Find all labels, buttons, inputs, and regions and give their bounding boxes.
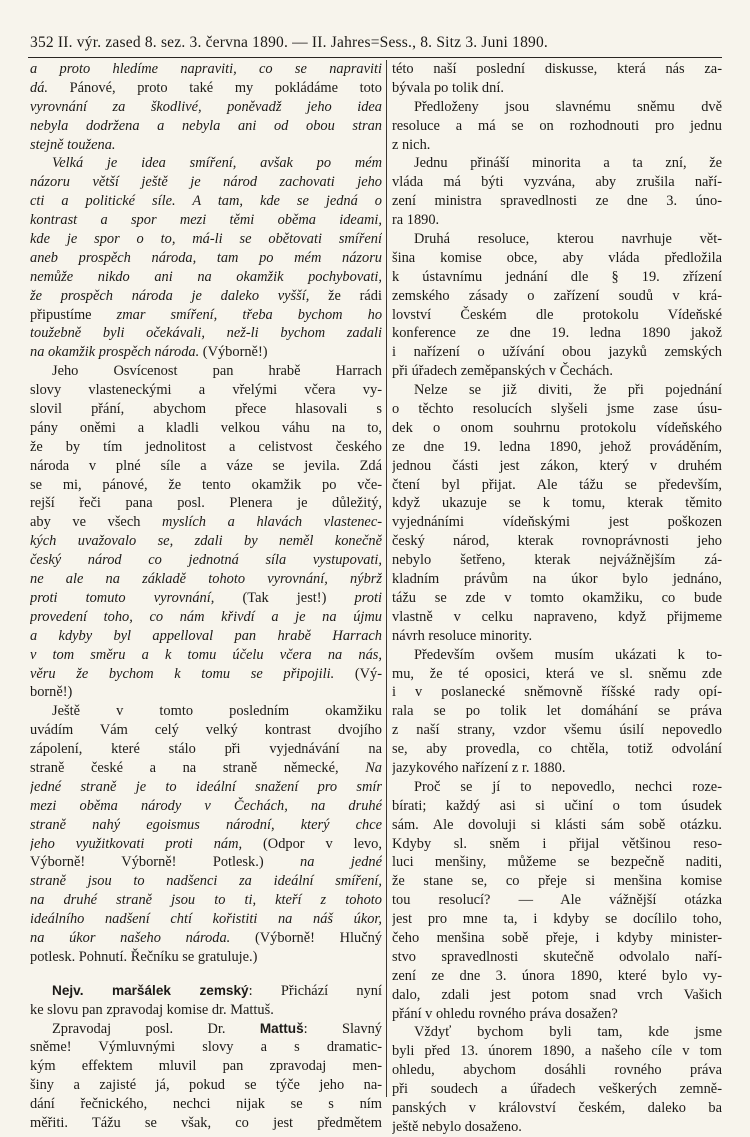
text-line: na úkor našeho národa. (Výborně! Hlučný <box>30 929 382 946</box>
right-column <box>392 60 722 1137</box>
text-line: zemského zásady o zařízení soudů v krá- <box>392 287 722 304</box>
text-line: dání řečnického, nechci nijak se s ním <box>30 1096 382 1113</box>
text-line: zení ministra spravedlnosti ze dne 3. úno- <box>392 193 722 210</box>
text-line: se mi, pánové, že tento okamžik po vče- <box>30 476 382 493</box>
text-line: jednou části jest zákon, který v druhém <box>392 457 722 474</box>
text-line: šina komise obce, aby vláda předložila <box>392 249 722 266</box>
text-line: Proč se jí to nepovedlo, nechci roze- <box>414 778 722 795</box>
text-line: vyrovnání za škodlivé, poněvadž jeho idea <box>30 98 382 115</box>
text-line: bývala po tolik dní. <box>392 79 504 96</box>
text-line: proti tomuto vyrovnání, (Tak jest!) proti <box>30 589 382 606</box>
text-line: straně nahý egoismus národní, který chce <box>30 816 382 833</box>
text-line: český národ co jednotná síla vystupovati, <box>30 552 382 569</box>
text-line: Druhá resoluce, kterou navrhuje vět- <box>414 231 722 248</box>
text-line: resoluce a má se on rozhodnouti pro jednu <box>392 117 722 134</box>
text-line: z nich. <box>392 136 431 153</box>
text-line: kým effektem mluvil pan zpravodaj men- <box>30 1058 382 1075</box>
text-line: slovil přání, abychom přece hlasovali s <box>30 401 382 418</box>
text-line: luci menšiny, můžeme se bezpečně naditi, <box>392 854 722 871</box>
text-line: Vždyť bychom byli tam, kde jsme <box>414 1024 722 1041</box>
text-line: v tom směru a k tomu účelu včera na nás, <box>30 646 382 663</box>
text-line: ra 1890. <box>392 212 440 229</box>
text-line: aby ve všech myslích a hlavách vlastenec- <box>30 514 382 531</box>
text-line: Především ovšem musím ukázati k to- <box>414 646 722 663</box>
text-line: uvádím Vám celý velký kontrast dvojího <box>30 722 382 739</box>
text-line: aneb prospěch národa, tam po mém názoru <box>30 249 382 266</box>
text-line: jedné straně je to ideální snažení pro smír <box>30 778 382 795</box>
text-line: měřiti. Tážu se však, co jest předmětem <box>30 1114 382 1131</box>
text-line: pány oněmi a kladli velkou váhu na to, <box>30 419 382 436</box>
text-line: nebyla dodržena a nebyla ani od obou stran <box>30 117 382 134</box>
text-line: připustíme zmar smíření, třeba bychom ho <box>30 306 382 323</box>
text-line: potlesk. Pohnutí. Řečníku se gratuluje.) <box>30 948 258 965</box>
text-line: na druhé straně jsou to ti, kteří z tohoto <box>30 892 382 909</box>
left-column <box>30 60 382 1133</box>
text-line: rejší řeči pana posl. Plenera je důležitý, <box>30 495 382 512</box>
text-line: tou resolucí? — Ale vážnější otázka <box>392 892 722 909</box>
text-line: při soudech a úřadech veškerých zemně- <box>392 1081 722 1098</box>
text-line: Jednu přináší minorita a ta zní, že <box>414 155 722 172</box>
text-line: kontrast a spor mezi těmi oběma ideami, <box>30 212 382 229</box>
text-line: jest pro mne ta, i kdyby se docílilo toho, <box>392 911 722 928</box>
text-line: vyjednáními vídeňskými jest poškozen <box>392 514 722 531</box>
text-line: vláda má býti vyzvána, aby zrušila naří- <box>392 174 722 191</box>
text-line: kde je spor o to, má-li se obětovati smíření <box>30 231 382 248</box>
text-line: ne ale na základě tohoto vyrovnání, nýbrž <box>30 571 382 588</box>
text-line: čeho menšina sobě přeje, i kdyby minister- <box>392 929 722 946</box>
text-line: že stane se, co přeje si menšina komise <box>392 873 722 890</box>
text-line: konference ze dne 19. ledna 1890 jakož <box>392 325 722 342</box>
text-line: zení ze dne 3. února 1890, které bylo vy- <box>392 967 722 984</box>
text-line: jeho využitkovati proti nám, (Odpor v levo, <box>30 835 382 852</box>
text-line: bírati; každý asi si učiní o tom úsudek <box>392 797 722 814</box>
text-line: dá. Pánové, proto také my pokládáme toto <box>30 79 382 96</box>
text-line: kladním právům na úkor bylo jednáno, <box>392 571 722 588</box>
text-line: i v poslanecké sněmovně říšské rady opí- <box>392 684 722 701</box>
text-line: že by tím jednolitost a celistvost českého <box>30 438 382 455</box>
text-line: ohledu, abychom dosáhli rovného práva <box>392 1062 722 1079</box>
text-line: k ústavnímu jednání dle § 19. zřízení <box>392 268 722 285</box>
text-line: Nejv. maršálek zemský: Přichází nyní <box>52 982 382 999</box>
text-line: rala se po tolik let domáhání se práva <box>392 703 722 720</box>
text-line: Jeho Osvícenost pan hrabě Harrach <box>52 363 382 380</box>
page-header: 352 II. výr. zased 8. sez. 3. června 1890. — II. Jahres=Sess., 8. Sitz 3. Juni 1890. <box>30 34 549 51</box>
text-line: straně jsou to nadšenci za ideální smíření, <box>30 873 382 890</box>
text-line: Nelze se již diviti, že při pojednání <box>414 382 722 399</box>
text-line: návrh resoluce minority. <box>392 627 533 644</box>
text-line: šiny a zajisté já, pokud se týče jeho na- <box>30 1077 382 1094</box>
text-line: ze dne 19. ledna 1890, jehož prováděním, <box>392 438 722 455</box>
text-line: sněme! Výmluvnými slovy a s dramatic- <box>30 1039 382 1056</box>
text-line: dalo, zdali jest potom snad vrch Vašich <box>392 986 722 1003</box>
column-divider <box>386 60 387 1097</box>
text-line: ke slovu pan zpravodaj komise dr. Mattuš. <box>30 1001 274 1018</box>
text-line: Výborně! Výborně! Potlesk.) na jedné <box>30 854 382 871</box>
text-line: toužebně byli očekávali, než-li bychom zadali <box>30 325 382 342</box>
text-line: mu, že té oposici, která ve sl. sněmu zde <box>392 665 722 682</box>
text-line: i nařízení o užívání obou jazyků zemských <box>392 344 722 361</box>
text-line: nemůže nikdo ani na okamžik pochybovati, <box>30 268 382 285</box>
text-line: Ještě v tomto posledním okamžiku <box>52 703 382 720</box>
text-line: panských v království českém, daleko ba <box>392 1099 722 1116</box>
text-line: tážu se zde v tomto okamžiku, co bude <box>392 589 722 606</box>
text-line: čtení byl přijat. Ale tážu se především, <box>392 476 722 493</box>
text-line: názoru větší ještě je národ zachovati jeho <box>30 174 382 191</box>
text-line: Zpravodaj posl. Dr. Mattuš: Slavný <box>52 1020 382 1037</box>
text-line: že prospěch národa je daleko vyšší, že rádi <box>30 287 382 304</box>
text-line: český národ, kterak rovnoprávnosti jeho <box>392 533 722 550</box>
text-line: kých uvažovalo se, zdali by neměl konečně <box>30 533 382 550</box>
text-line: přání v ohledu rovného práva dosažen? <box>392 1005 618 1022</box>
text-line: Kdyby sl. sněm i přijal většinou reso- <box>392 835 722 852</box>
text-line: Velká je idea smíření, avšak po mém <box>52 155 382 172</box>
text-line: sám. Ale dovoluji si klásti sám sobě otázku. <box>392 816 722 833</box>
text-line: stejně toužena. <box>30 136 116 153</box>
text-line: této naší poslední diskusse, která nás za- <box>392 61 722 77</box>
text-line: mezi oběma národy v Čechách, na druhé <box>30 797 382 814</box>
text-line: lovství Českém dle protokolu Vídeňské <box>392 306 722 323</box>
text-line: byli před 13. únorem 1890, a našeho cíle v tom <box>392 1043 722 1060</box>
header-rule <box>28 57 722 58</box>
text-line: zápolení, které stálo při vyjednávání na <box>30 741 382 758</box>
text-line: cti a politické síle. A tam, kde se jedná o <box>30 193 382 210</box>
text-line: ideálního nadšení chtí kořistiti na náš úkor, <box>30 911 382 928</box>
text-line: stvo spravedlnosti skutečně odvolalo naří- <box>392 948 722 965</box>
text-line: věru že bychom k tomu se připojili. (Vý- <box>30 665 382 682</box>
text-line: nebylo šetřeno, kterak nejvážnějším zá- <box>392 552 722 569</box>
text-line: vlastně v celku napraveno, když přijmeme <box>392 608 722 625</box>
text-line: jazykového nařízení z r. 1880. <box>392 759 566 776</box>
text-line: provedení toho, co nám křivdí a je na újmu <box>30 608 382 625</box>
text-line: národa v plné síle a váze se jevila. Zdá <box>30 457 382 474</box>
text-line: na okamžik prospěch národa. (Výborně!) <box>30 344 268 361</box>
text-line: Předloženy jsou slavnému sněmu dvě <box>414 98 722 115</box>
text-line: a proto hledíme napraviti, co se napraviti <box>30 61 382 77</box>
text-line: slovy vlasteneckými a vřelými včera vy- <box>30 382 382 399</box>
text-line: a kdyby byl appelloval pan hrabě Harrach <box>30 627 382 644</box>
text-line: dek o onom souhrnu protokolu vídeňského <box>392 419 722 436</box>
text-line: straně české a na straně německé, Na <box>30 759 382 776</box>
text-line: ještě nebylo dosaženo. <box>392 1118 522 1135</box>
text-line: o těchto resolucích slyšeli jsme zase úsu- <box>392 401 722 418</box>
text-line: když ukazuje se k tomu, kterak těmito <box>392 495 722 512</box>
text-line: se, aby provedla, co chtěla, totiž odvolání <box>392 741 722 758</box>
text-line: z naší strany, vzdor všemu úsilí nepovedlo <box>392 722 722 739</box>
text-line: borně!) <box>30 684 73 701</box>
text-line: při úřadech zeměpanských v Čechách. <box>392 363 613 380</box>
